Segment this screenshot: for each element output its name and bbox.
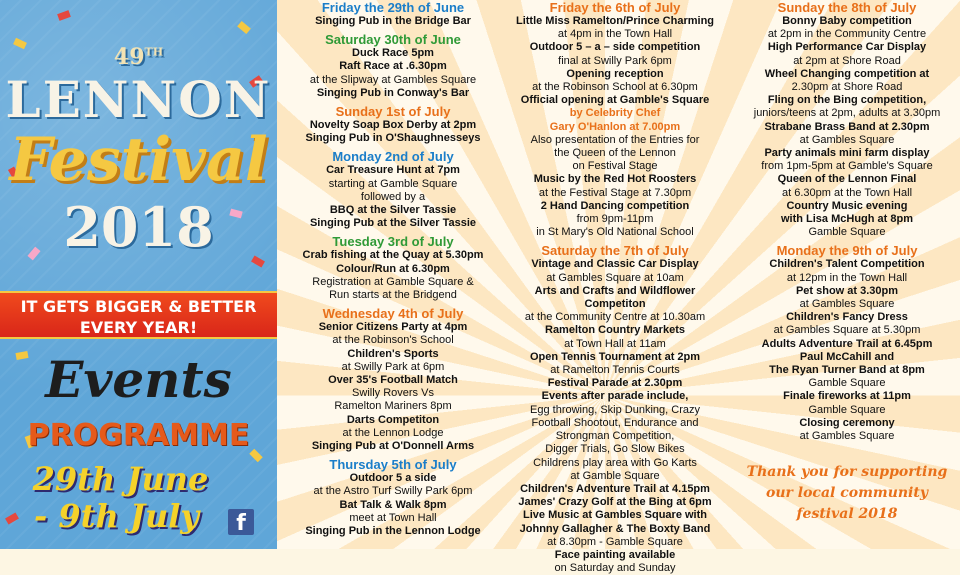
schedule-column-3 [737, 0, 957, 443]
event-detail: at Town Hall at 11am [564, 337, 666, 350]
event-title: Adults Adventure Trail at 6.45pm [761, 337, 933, 350]
event-title: Face painting available [554, 548, 676, 561]
event-detail: on Festival Stage [572, 160, 658, 173]
event-detail: at 4pm in the Town Hall [557, 28, 673, 41]
event-title: Little Miss Ramelton/Prince Charming [515, 15, 715, 27]
event-detail: at 2pm in the Community Centre [767, 28, 927, 41]
event-detail: Strongman Competition, [555, 430, 675, 443]
event-title: Pet show at 3.30pm [795, 284, 899, 297]
event-detail: Ramelton Mariners 8pm [334, 400, 452, 413]
event-detail: Digger Trials, Go Slow Bikes [545, 443, 685, 456]
slogan-line: IT GETS BIGGER & BETTER [20, 297, 257, 316]
event-title: Arts and Crafts and Wildflower [534, 284, 696, 297]
event-title: Singing Pub at the Silver Tassie [309, 217, 477, 230]
event-detail: juniors/teens at 2pm, adults at 3.30pm [753, 107, 941, 120]
event-title: Paul McCahill and [799, 350, 895, 363]
event-detail: Also presentation of the Entries for [530, 133, 700, 146]
event-detail: at 6.30pm at the Town Hall [781, 186, 913, 199]
facebook-icon[interactable]: f [228, 509, 254, 535]
confetti [57, 10, 71, 21]
event-title: Singing Pub in Conway's Bar [316, 86, 470, 99]
event-detail: Gamble Square [808, 403, 886, 416]
festival-word: Festival [9, 125, 268, 195]
event-title: Music by the Red Hot Roosters [533, 173, 697, 186]
schedule-column-1 [282, 0, 504, 538]
event-title: Novelty Soap Box Derby at 2pm [309, 119, 477, 132]
event-title: with Lisa McHugh at 8pm [780, 213, 913, 226]
event-title: Closing ceremony [799, 416, 895, 429]
event-title: Over 35's Football Match [328, 374, 458, 387]
event-detail: at Gambles Square [799, 298, 895, 311]
day-heading: Friday the 29th of June [321, 0, 465, 15]
event-detail: Swilly Rovers Vs [352, 387, 434, 400]
event-title: Singing Pub in O'Shaughnesseys [305, 132, 481, 145]
event-title: Ramelton Country Markets [545, 324, 685, 337]
event-title: Open Tennis Tournament at 2pm [529, 350, 701, 363]
event-title: Finale fireworks at 11pm [783, 390, 911, 403]
event-title: Singing Pub in the Bridge Bar [315, 15, 471, 27]
event-detail: the Queen of the Lennon [554, 147, 676, 160]
day-heading: Wednesday 4th of July [322, 306, 464, 322]
event-detail: at the Slipway at Gambles Square [309, 73, 477, 86]
day-heading: Sunday the 8th of July [777, 0, 917, 15]
event-detail: at the Astro Turf Swilly Park 6pm [313, 485, 473, 498]
event-title: Bonny Baby competition [782, 15, 912, 27]
event-title: Crab fishing at the Quay at 5.30pm [302, 249, 484, 262]
event-title: Queen of the Lennon Final [777, 173, 917, 186]
event-title: Children's Adventure Trail at 4.15pm [520, 482, 710, 495]
event-highlight: Gary O'Hanlon at 7.00pm [549, 120, 681, 133]
event-title: Singing Pub in the Lennon Lodge [305, 525, 481, 538]
event-detail: at the Festival Stage at 7.30pm [538, 186, 692, 199]
events-title: Events [45, 350, 232, 409]
schedule-panel [277, 0, 960, 575]
event-detail: at the Lennon Lodge [342, 426, 444, 439]
event-title: Outdoor 5 – a – side competition [529, 41, 701, 54]
event-title: Fling on the Bing competition, [767, 94, 927, 107]
event-detail: Childrens play area with Go Karts [533, 456, 697, 469]
event-title: High Performance Car Display [767, 41, 927, 54]
event-title: Duck Race 5pm [352, 47, 434, 60]
event-detail: Run starts at the Bridgend [329, 289, 457, 302]
day-heading: Friday the 6th of July [549, 0, 681, 15]
event-detail: in St Mary's Old National School [536, 226, 694, 239]
event-title: Outdoor 5 a side [349, 472, 437, 485]
event-title: Children's Sports [347, 347, 439, 360]
event-detail: at Gambles Square at 5.30pm [773, 324, 921, 337]
event-detail: at the Robinson School at 6.30pm [532, 81, 698, 94]
event-title: Raft Race at .6.30pm [339, 60, 447, 73]
event-title: James' Crazy Golf at the Bing at 6pm [518, 496, 712, 509]
event-title: Senior Citizens Party at 4pm [318, 321, 468, 334]
event-title: Events after parade include, [541, 390, 689, 403]
event-detail: at 12pm in the Town Hall [786, 271, 908, 284]
event-detail: at Gambles Square [799, 133, 895, 146]
event-detail: final at Swilly Park 6pm [558, 54, 672, 67]
poster-panel [0, 0, 277, 549]
event-detail: Football Shootout, Endurance and [531, 416, 699, 429]
event-title: Children's Fancy Dress [786, 311, 908, 324]
event-title: Festival Parade at 2.30pm [547, 377, 683, 390]
event-title: 2 Hand Dancing competition [540, 199, 690, 212]
event-detail: Egg throwing, Skip Dunking, Crazy [530, 403, 700, 416]
event-title: Colour/Run at 6.30pm [336, 262, 450, 275]
event-detail: at Gamble Square [570, 469, 660, 482]
event-title: The Ryan Turner Band at 8pm [769, 364, 925, 377]
event-detail: from 1pm-5pm at Gamble's Square [761, 160, 933, 173]
event-title: Singing Pub at O'Donnell Arms [311, 440, 475, 453]
festival-year: 2018 [63, 195, 214, 259]
day-heading: Saturday the 7th of July [541, 243, 689, 259]
event-title: BBQ at the Silver Tassie [329, 204, 457, 217]
event-title: Wheel Changing competition at [764, 67, 930, 80]
event-title: Official opening at Gamble's Square [520, 94, 710, 107]
event-title: Johnny Gallagher & The Boxty Band [519, 522, 711, 535]
festival-name: LENNON [5, 70, 272, 129]
event-detail: starting at Gamble Square [328, 177, 458, 190]
thank-you-line: our local community [766, 485, 928, 501]
event-detail: at the Robinson's School [332, 334, 454, 347]
event-title: Opening reception [566, 67, 664, 80]
event-title: Bat Talk & Walk 8pm [339, 498, 447, 511]
event-detail: meet at Town Hall [349, 511, 437, 524]
edition-number: 49TH [113, 44, 164, 70]
event-detail: on Saturday and Sunday [554, 562, 676, 575]
date-range-start: 29th June [32, 460, 209, 498]
event-detail: followed by a [360, 190, 426, 203]
event-title: Competiton [584, 298, 646, 311]
event-title: Live Music at Gambles Square with [523, 509, 707, 522]
event-detail: Gamble Square [808, 226, 886, 239]
thank-you-line: festival 2018 [796, 506, 898, 522]
event-highlight: by Celebrity Chef [569, 107, 661, 120]
schedule-column-2 [504, 0, 726, 575]
event-detail: at 2pm at Shore Road [793, 54, 901, 67]
slogan-banner [0, 291, 277, 339]
event-title: Party animals mini farm display [764, 147, 930, 160]
event-title: Vintage and Classic Car Display [531, 258, 699, 271]
day-heading: Sunday 1st of July [335, 104, 451, 120]
event-detail: at 8.30pm - Gamble Square [547, 535, 683, 548]
event-detail: at Gambles Square [799, 430, 895, 443]
event-detail: from 9pm-11pm [576, 213, 654, 226]
event-detail: Gamble Square [808, 377, 886, 390]
day-heading: Saturday 30th of June [325, 32, 461, 48]
thank-you-message [737, 462, 957, 525]
date-range-end: - 9th July [33, 497, 200, 535]
event-title: Country Music evening [786, 199, 908, 212]
event-detail: at Swilly Park at 6pm [341, 360, 445, 373]
event-detail: Registration at Gamble Square & [312, 275, 474, 288]
day-heading: Thursday 5th of July [329, 457, 457, 473]
thank-you-line: Thank you for supporting [746, 464, 948, 480]
confetti [237, 21, 251, 34]
day-heading: Tuesday 3rd of July [332, 234, 454, 250]
event-detail: 2.30pm at Shore Road [791, 81, 903, 94]
slogan-line: EVERY YEAR! [79, 318, 198, 337]
event-detail: at Gambles Square at 10am [546, 271, 684, 284]
programme-title: PROGRAMME [27, 418, 250, 453]
event-detail: at the Community Centre at 10.30am [524, 311, 706, 324]
event-detail: at Ramelton Tennis Courts [550, 364, 680, 377]
event-title: Darts Competiton [346, 413, 440, 426]
day-heading: Monday the 9th of July [776, 243, 918, 259]
event-title: Strabane Brass Band at 2.30pm [764, 120, 930, 133]
event-title: Children's Talent Competition [769, 258, 925, 271]
event-title: Car Treasure Hunt at 7pm [326, 164, 460, 177]
day-heading: Monday 2nd of July [332, 149, 454, 165]
